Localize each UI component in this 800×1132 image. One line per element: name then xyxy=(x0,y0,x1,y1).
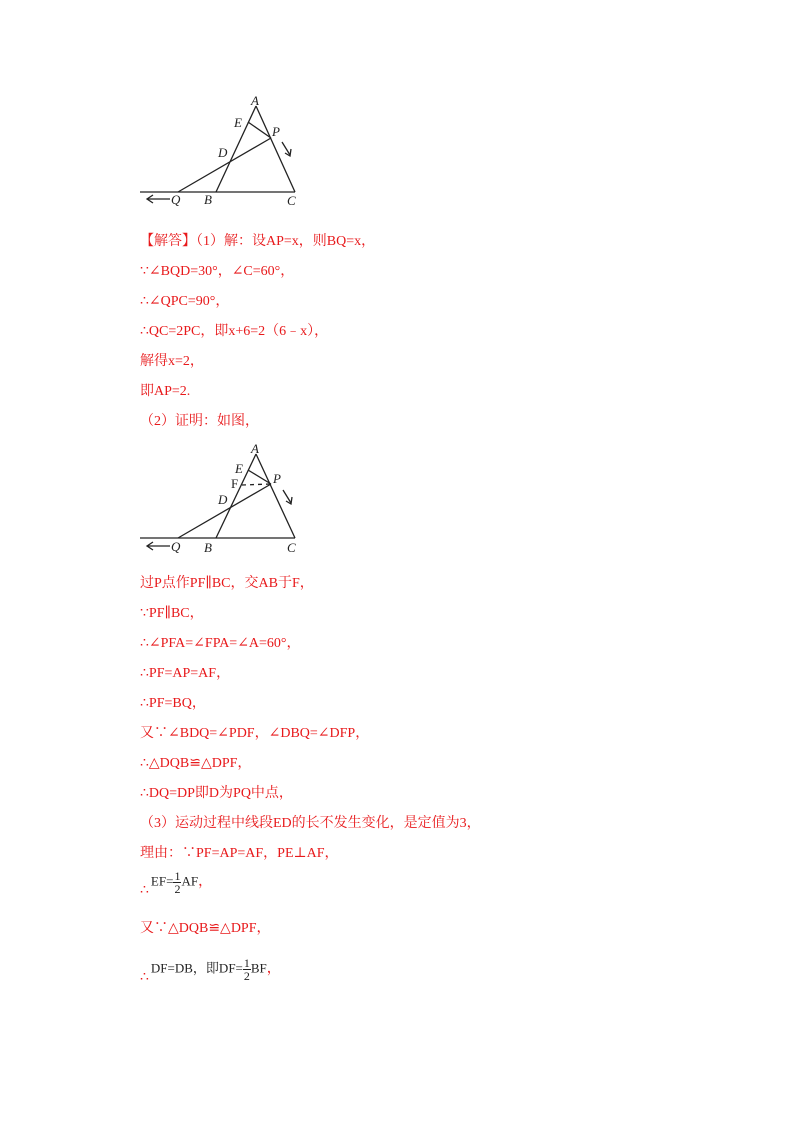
label-a: A xyxy=(251,94,259,108)
label-d: D xyxy=(218,492,228,507)
figure-2 xyxy=(138,440,308,560)
answer-line-1: 【解答】（1）解：设AP=x，则BQ=x， xyxy=(140,234,376,249)
formula-ef: ∴EF= $\frac{1}{2}$ AF， xyxy=(140,869,213,898)
proof-line-3: ∴∠PFA=∠FPA=∠A=60°， xyxy=(140,636,301,651)
proof-line-4: ∴PF=AP=AF， xyxy=(140,666,231,681)
label-b: B xyxy=(204,540,212,555)
label-d: D xyxy=(218,145,228,160)
proof-line-7: ∴△DQB≌△DPF， xyxy=(140,756,252,771)
answer-line-4: ∴QC=2PC，即x+6=2（6﹣x）， xyxy=(140,324,329,339)
label-c: C xyxy=(287,540,296,555)
proof-line-congruent: 又∵△DQB≌△DPF， xyxy=(140,921,271,936)
proof-line-1: 过P点作PF∥BC，交AB于F， xyxy=(140,576,314,591)
proof-line-2: ∵PF∥BC， xyxy=(140,606,204,621)
label-f: F xyxy=(231,476,239,491)
label-q: Q xyxy=(171,539,181,554)
answer-line-6: 即AP=2. xyxy=(140,384,191,399)
fraction: $\frac{1}{2}$ xyxy=(174,869,181,896)
label-q: Q xyxy=(171,192,181,207)
answer-line-2: ∵∠BQD=30°，∠C=60°， xyxy=(140,264,295,279)
label-a: A xyxy=(251,441,259,456)
proof-line-6: 又∵∠BDQ=∠PDF，∠DBQ=∠DFP， xyxy=(140,726,370,741)
label-p: P xyxy=(272,124,280,139)
figure-1 xyxy=(138,94,308,210)
proof-line-5: ∴PF=BQ， xyxy=(140,696,206,711)
formula-df: ∴DF=DB，即DF= $\frac{1}{2}$ BF， xyxy=(140,956,281,985)
label-e: E xyxy=(235,461,243,476)
fraction: $\frac{1}{2}$ xyxy=(243,956,250,983)
proof-line-9: （3）运动过程中线段ED的长不发生变化，是定值为3， xyxy=(140,816,481,831)
answer-line-5: 解得x=2， xyxy=(140,354,204,369)
answer-line-7: （2）证明：如图， xyxy=(140,414,259,429)
therefore-symbol: ∴ xyxy=(140,882,149,898)
proof-line-8: ∴DQ=DP即D为PQ中点， xyxy=(140,786,293,801)
label-e: E xyxy=(234,115,242,130)
triangle-diagram-1 xyxy=(138,94,308,210)
label-b: B xyxy=(204,192,212,207)
label-c: C xyxy=(287,193,296,208)
answer-line-3: ∴∠QPC=90°， xyxy=(140,294,230,309)
triangle-diagram-2 xyxy=(138,440,308,560)
label-p: P xyxy=(273,471,281,486)
proof-line-10: 理由：∵PF=AP=AF，PE⊥AF， xyxy=(140,846,339,861)
therefore-symbol: ∴ xyxy=(140,969,149,985)
